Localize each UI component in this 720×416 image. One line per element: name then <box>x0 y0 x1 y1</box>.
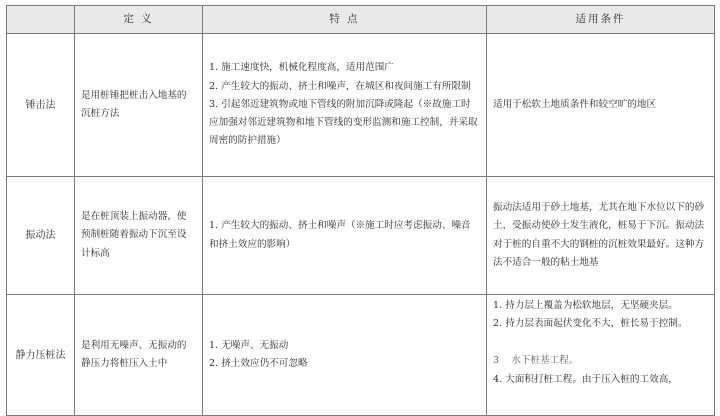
condition-spacer <box>493 333 708 352</box>
feature-item: 1. 无噪声、无振动 <box>209 339 289 351</box>
condition-item: 2. 持力层表面起伏变化不大，桩长易于控制。 <box>493 318 688 330</box>
condition-item: 3 水下桩基工程。 <box>493 355 579 367</box>
header-features: 特 点 <box>203 6 487 34</box>
feature-item: 2. 挤土效应仍不可忽略 <box>209 358 308 369</box>
features-cell <box>203 295 487 416</box>
conditions-cell <box>487 177 715 295</box>
conditions-cell <box>487 295 715 416</box>
condition-item: 振动法适用于砂土地基，尤其在地下水位以下的砂土，受振动使砂土发生液化，桩易于下沉。振动法对于桩的自重不大的钢桩的沉桩效果最好。这种方法不适合一般的粘土地基 <box>493 202 705 268</box>
feature-item: 3. 引起邻近建筑物或地下管线的附加沉降或隆起（※故施工时应加强对邻近建筑物和地下管线的变形监测和施工控制，并采取周密的防护措施） <box>209 98 478 147</box>
definition-cell: 是在桩顶装上振动器，使预制桩随着振动下沉至设计标高 <box>75 177 203 295</box>
method-cell: 静力压桩法 <box>7 295 75 416</box>
definition-cell: 是利用无噪声、无振动的静压力将桩压入土中 <box>75 295 203 416</box>
conditions-cell <box>487 34 715 177</box>
condition-item: 4. 大面积打桩工程。由于压入桩的工效高， <box>493 373 678 385</box>
header-definition: 定 义 <box>75 6 203 34</box>
condition-item: 适用于松软土地质条件和较空旷的地区 <box>493 98 657 110</box>
pile-methods-table <box>6 5 715 416</box>
header-method <box>7 6 75 34</box>
feature-item: 2. 产生较大的振动、挤土和噪声，在城区和夜间施工有所限制 <box>209 80 471 92</box>
definition-cell: 是用桩锤把桩击入地基的沉桩方法 <box>75 34 203 177</box>
table-row <box>7 295 715 416</box>
condition-item: 1. 持力层上覆盖为松软地层，无坚硬夹层。 <box>493 300 678 311</box>
table-row <box>7 177 715 295</box>
feature-item: 1. 产生较大的振动、挤土和噪声（※施工时应考虑振动、噪音和挤土效应的影响） <box>209 220 471 250</box>
features-cell <box>203 177 487 295</box>
method-cell: 锤击法 <box>7 34 75 177</box>
table-row <box>7 34 715 177</box>
header-conditions: 适用条件 <box>487 6 715 34</box>
method-cell: 振动法 <box>7 177 75 295</box>
feature-item: 1. 施工速度快，机械化程度高，适用范围广 <box>209 62 394 74</box>
features-cell <box>203 34 487 177</box>
header-row <box>7 6 715 34</box>
